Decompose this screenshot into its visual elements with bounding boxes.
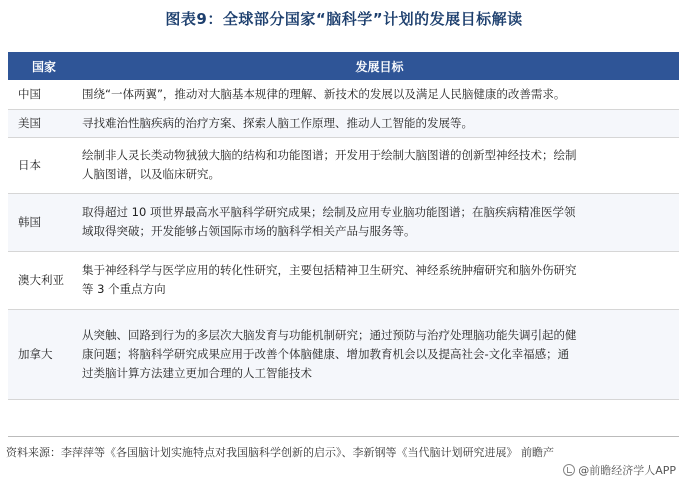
table-row bbox=[8, 193, 679, 251]
goal-cell bbox=[80, 109, 679, 137]
goal-line: 康问题；将脑科学研究成果应用于改善个体脑健康、增加教育机会以及提高社会-文化幸福感；通 bbox=[82, 346, 570, 361]
goal-line: 寻找难治性脑疾病的治疗方案、探索人脑工作原理、推动人工智能的发展等。 bbox=[82, 115, 473, 130]
goal-line: 绘制非人灵长类动物狨狨大脑的结构和功能图谱；开发用于绘制大脑图谱的创新型神经技术；绘制 bbox=[82, 148, 577, 162]
goal-cell bbox=[80, 251, 679, 309]
goal-line: 围绕“一体两翼”，推动对大脑基本规律的理解、新技术的发展以及满足人民脑健康的改善需求。 bbox=[82, 86, 566, 101]
goal-cell bbox=[80, 309, 679, 399]
country-cell: 日本 bbox=[8, 137, 80, 193]
brand-logo-icon bbox=[563, 464, 575, 476]
goal-line: 人脑图谱，以及临床研究。 bbox=[82, 167, 220, 181]
goal-cell bbox=[80, 80, 679, 109]
table-row bbox=[8, 80, 679, 109]
goal-line: 等 3 个重点方向 bbox=[82, 282, 166, 296]
country-cell: 美国 bbox=[8, 109, 80, 137]
brand-label: @前瞻经济学人APP bbox=[578, 464, 676, 477]
table-row bbox=[8, 309, 679, 399]
table-header-row bbox=[8, 52, 679, 80]
country-cell: 韩国 bbox=[8, 193, 80, 251]
goal-line: 域取得突破；开发能够占领国际市场的脑科学相关产品与服务等。 bbox=[82, 224, 416, 238]
header-goal: 发展目标 bbox=[80, 52, 679, 80]
goal-line: 集于神经科学与医学应用的转化性研究，主要包括精神卫生研究、神经系统肿瘤研究和脑外伤研究 bbox=[82, 263, 577, 277]
goal-cell bbox=[80, 193, 679, 251]
country-cell: 加拿大 bbox=[8, 309, 80, 399]
figure-title: 图表9：全球部分国家“脑科学”计划的发展目标解读 bbox=[165, 10, 523, 28]
goal-line: 从突触、回路到行为的多层次大脑发育与功能机制研究；通过预防与治疗处理脑功能失调引起的健 bbox=[82, 327, 577, 342]
table-row bbox=[8, 109, 679, 137]
footer-divider bbox=[8, 436, 679, 437]
goal-cell bbox=[80, 137, 679, 193]
table-row bbox=[8, 137, 679, 193]
goals-table bbox=[8, 52, 679, 400]
brand-credit bbox=[563, 462, 676, 478]
country-cell: 澳大利亚 bbox=[8, 251, 80, 309]
goal-line: 过类脑计算方法建立更加合理的人工智能技术 bbox=[82, 365, 312, 380]
country-cell: 中国 bbox=[8, 80, 80, 109]
goal-line: 取得超过 10 项世界最高水平脑科学研究成果；绘制及应用专业脑功能图谱；在脑疾病精准医学领 bbox=[82, 205, 576, 219]
header-country: 国家 bbox=[8, 52, 80, 80]
source-note: 资料来源：李萍萍等《各国脑计划实施特点对我国脑科学创新的启示》、李新钢等《当代脑计划研究进展》 前瞻产 bbox=[6, 446, 554, 459]
table-row bbox=[8, 251, 679, 309]
